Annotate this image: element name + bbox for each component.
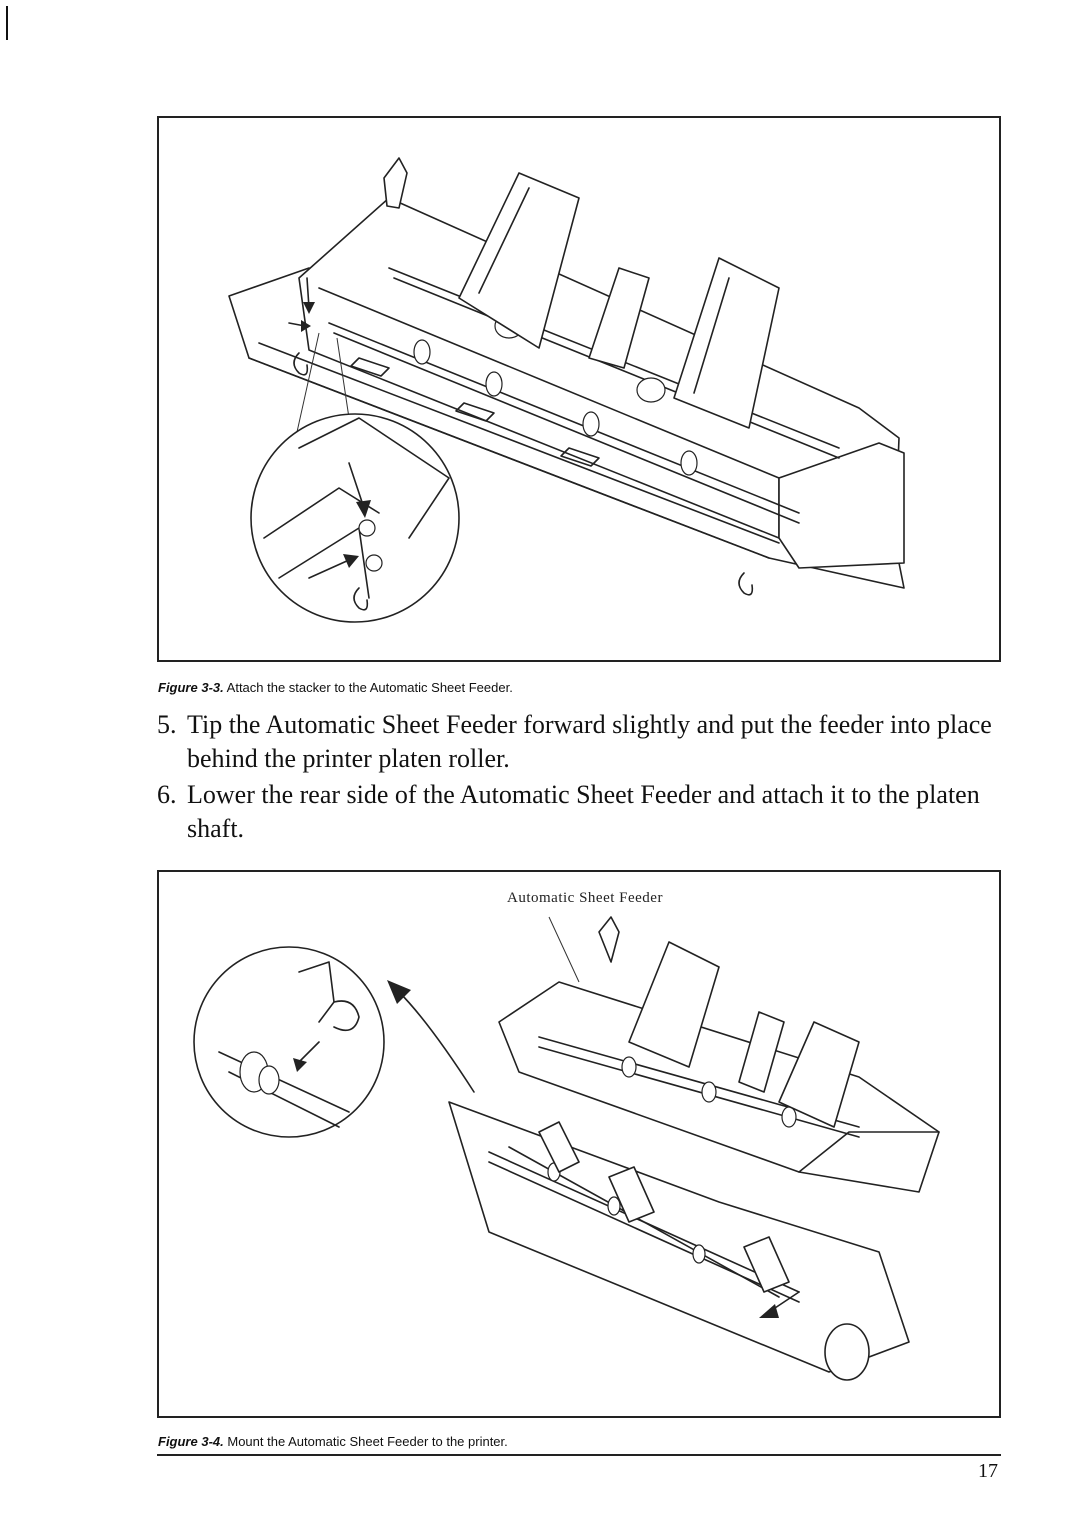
step-5-number: 5. bbox=[157, 710, 177, 739]
step-6 bbox=[157, 778, 1002, 846]
detail-magnifier-circle bbox=[251, 414, 459, 622]
feeder-lever bbox=[599, 917, 619, 962]
figure-3-4-caption bbox=[158, 1434, 508, 1449]
feeder-mounting-drawing bbox=[159, 872, 999, 1416]
sheet-feeder-stacker-drawing bbox=[159, 118, 999, 660]
step-5 bbox=[157, 708, 1002, 776]
margin-mark bbox=[6, 6, 8, 40]
figure-3-4-label: Figure 3-4. bbox=[158, 1434, 224, 1449]
step-5-text: Tip the Automatic Sheet Feeder forward slightly and put the feeder into place behind the printer platen roller. bbox=[187, 710, 992, 773]
figure-3-3-label: Figure 3-3. bbox=[158, 680, 224, 695]
step-6-text: Lower the rear side of the Automatic Sheet Feeder and attach it to the platen shaft. bbox=[187, 780, 980, 843]
platen-knob bbox=[825, 1324, 869, 1380]
page-number: 17 bbox=[978, 1460, 998, 1482]
step-6-number: 6. bbox=[157, 780, 177, 809]
release-lever bbox=[384, 158, 407, 208]
figure-3-3-illustration bbox=[157, 116, 1001, 662]
figure-3-3-caption-text: Attach the stacker to the Automatic Sheet Feeder. bbox=[226, 680, 513, 695]
instruction-steps bbox=[157, 708, 1002, 848]
detail-shaft-circle bbox=[194, 947, 384, 1137]
figure-3-3-caption bbox=[158, 680, 513, 695]
figure-3-4-caption-text: Mount the Automatic Sheet Feeder to the printer. bbox=[227, 1434, 508, 1449]
right-hook bbox=[739, 573, 752, 595]
figure-3-4-illustration bbox=[157, 870, 1001, 1418]
footer-rule bbox=[157, 1454, 1001, 1456]
automatic-sheet-feeder-callout: Automatic Sheet Feeder bbox=[507, 890, 663, 906]
